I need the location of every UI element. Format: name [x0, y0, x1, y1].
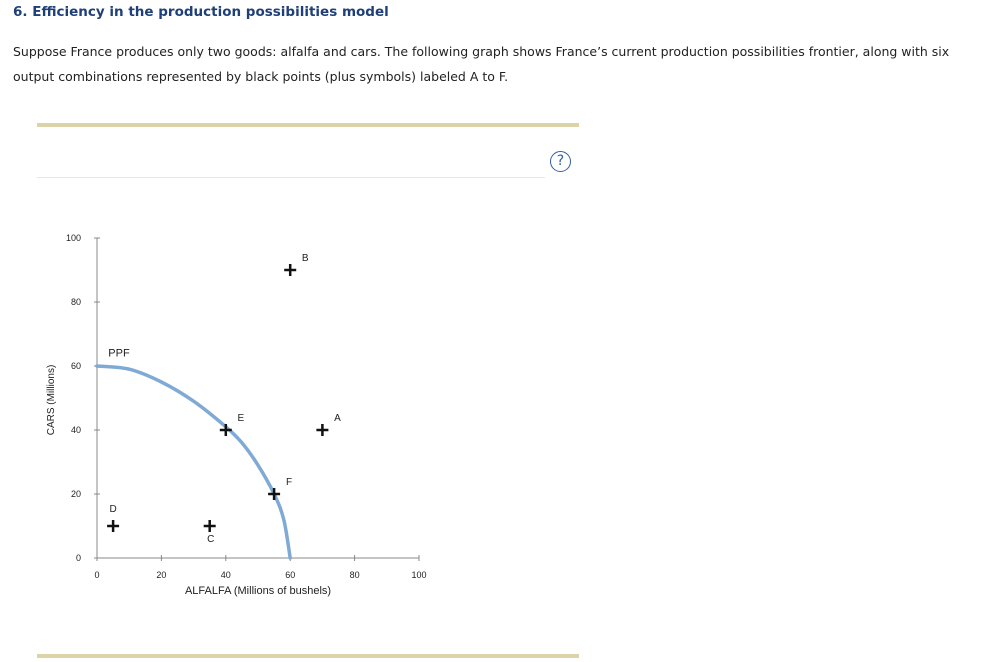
x-tick-label: 100: [411, 570, 427, 580]
help-button[interactable]: ?: [550, 151, 571, 172]
y-tick-label: 0: [75, 553, 81, 563]
y-tick-label: 20: [70, 489, 81, 499]
point-a-marker: [316, 424, 328, 436]
point-d-label: D: [109, 504, 117, 515]
x-tick-label: 0: [94, 570, 100, 580]
point-a-label: A: [334, 413, 341, 424]
x-axis-label: ALFALFA (Millions of bushels): [184, 585, 332, 597]
x-tick-label: 40: [220, 570, 231, 580]
point-e-marker: [220, 424, 232, 436]
y-tick-label: 80: [70, 297, 81, 307]
ppf-curve-layer: [97, 347, 293, 558]
y-tick-label: 100: [65, 233, 81, 243]
x-tick-label: 60: [285, 570, 296, 580]
x-tick-label: 20: [156, 570, 167, 580]
question-intro: Suppose France produces only two goods: alfalfa and cars. The following graph shows France’s current production possibilities frontier, along with six output combinations represented by black points (plus symbols) labeled A to F.: [13, 44, 950, 84]
point-c-marker: [204, 520, 216, 532]
ppf-curve-label: PPF: [108, 347, 130, 360]
ppf-curve: [97, 366, 293, 558]
point-c-label: C: [207, 534, 215, 545]
y-axis-label: CARS (Millions): [46, 364, 57, 436]
y-tick-label: 60: [70, 361, 81, 371]
axes: [66, 233, 427, 580]
y-tick-label: 40: [70, 425, 81, 435]
point-e-label: E: [237, 413, 245, 424]
point-b-marker: [284, 264, 296, 276]
point-f-marker: [268, 488, 280, 500]
points-layer: [107, 253, 341, 545]
x-tick-label: 80: [349, 570, 360, 580]
point-f-label: F: [286, 477, 293, 488]
point-b-label: B: [301, 253, 309, 264]
point-d-marker: [107, 520, 119, 532]
page-title: 6. Efficiency in the production possibilities model: [13, 4, 389, 20]
bottom-divider: [37, 654, 579, 658]
